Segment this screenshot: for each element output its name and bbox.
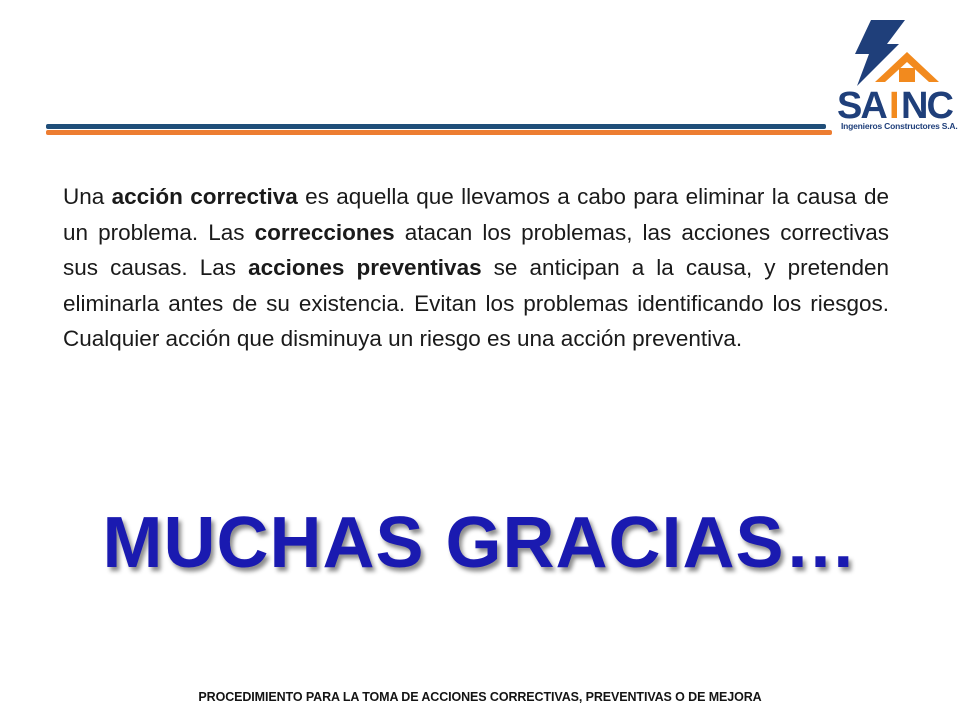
term-accion-correctiva: acción correctiva: [111, 184, 298, 209]
term-correcciones: correcciones: [254, 219, 395, 245]
header-divider: [46, 124, 832, 140]
text-segment: atacan los problemas, las acciones correctivas sus causas. Las: [63, 219, 889, 280]
sainc-logo: [835, 18, 955, 138]
text-segment: es aquella que llevamos a cabo para eliminar la causa de un problema. Las: [63, 184, 889, 245]
definition-paragraph: [63, 179, 889, 357]
divider-line-blue: [46, 124, 826, 129]
logo-wordmark: SA: [837, 85, 886, 122]
sainc-logo-icon: [835, 18, 955, 122]
thanks-heading: MUCHAS GRACIAS…: [102, 503, 858, 583]
footer-title: PROCEDIMIENTO PARA LA TOMA DE ACCIONES CORRECTIVAS, PREVENTIVAS O DE MEJORA: [198, 690, 762, 704]
svg-text:I: I: [889, 85, 898, 122]
svg-text:NC: NC: [901, 85, 952, 122]
lightning-bolt-icon: [855, 20, 905, 86]
term-acciones-preventivas: acciones preventivas: [248, 255, 482, 280]
text-segment: Una: [63, 184, 112, 209]
divider-line-orange: [46, 130, 832, 135]
logo-tagline: Ingenieros Constructores S.A.: [841, 121, 958, 131]
text-segment: se anticipan a la causa, y pretenden eliminarla antes de su existencia. Evitan los problemas identificando los riesgos. Cualquier acción que disminuya un riesgo es una acción preventiva.: [63, 255, 889, 351]
